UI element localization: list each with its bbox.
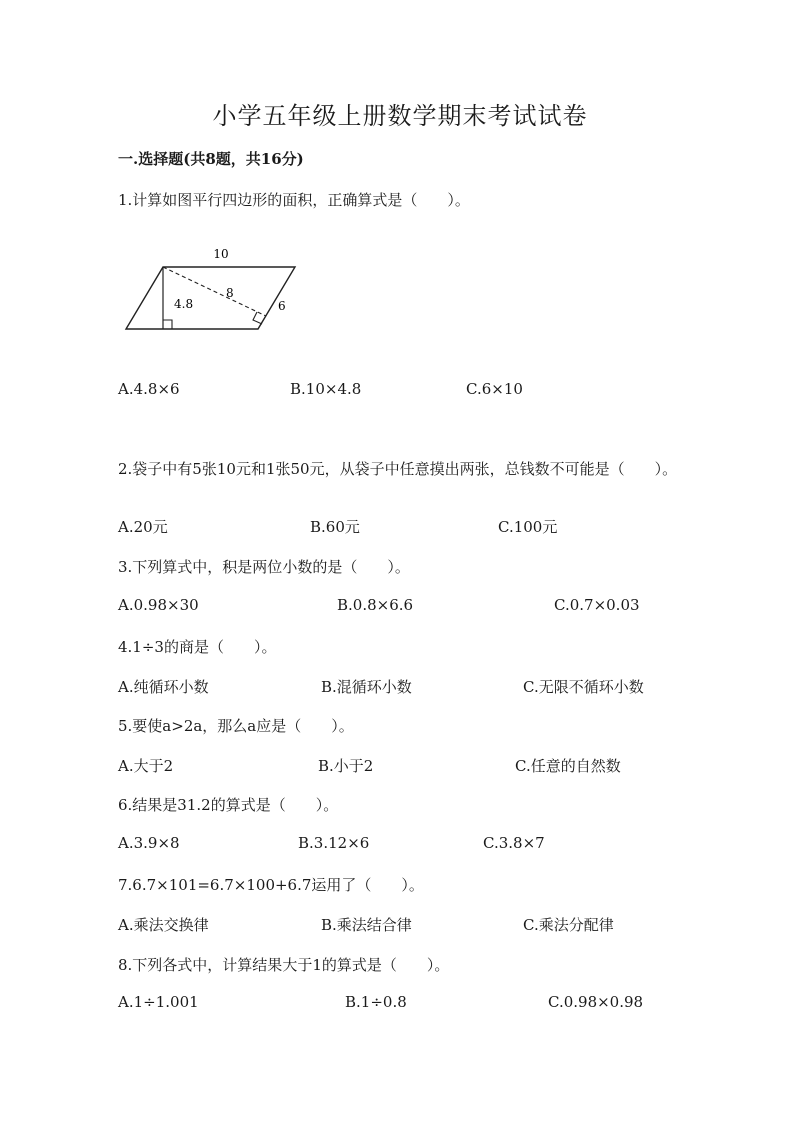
label-top: 10 bbox=[213, 247, 229, 261]
question-5-stem: 5.要使a>2a，那么a应是（ ）。 bbox=[118, 717, 354, 735]
parallelogram-shape bbox=[126, 267, 295, 329]
q5-option-c: C.任意的自然数 bbox=[515, 757, 621, 775]
q8-option-c: C.0.98×0.98 bbox=[548, 993, 644, 1011]
q7-option-b: B.乘法结合律 bbox=[321, 916, 412, 934]
right-angle-mark-bottom bbox=[163, 320, 172, 329]
q1-option-b: B.10×4.8 bbox=[290, 380, 362, 398]
label-height: 4.8 bbox=[174, 297, 194, 311]
q3-option-c: C.0.7×0.03 bbox=[554, 596, 640, 614]
q6-option-a: A.3.9×8 bbox=[118, 834, 180, 852]
q7-option-c: C.乘法分配律 bbox=[523, 916, 614, 934]
section-heading: 一.选择题(共8题，共16分) bbox=[118, 150, 304, 168]
q5-option-a: A.大于2 bbox=[118, 757, 174, 775]
q7-option-a: A.乘法交换律 bbox=[118, 916, 209, 934]
q4-option-b: B.混循环小数 bbox=[321, 678, 412, 696]
q8-option-b: B.1÷0.8 bbox=[345, 993, 407, 1011]
q3-option-a: A.0.98×30 bbox=[118, 596, 199, 614]
question-1-stem: 1.计算如图平行四边形的面积，正确算式是（ ）。 bbox=[118, 191, 470, 209]
q3-option-b: B.0.8×6.6 bbox=[337, 596, 414, 614]
question-2-stem: 2.袋子中有5张10元和1张50元，从袋子中任意摸出两张，总钱数不可能是（ ）。 bbox=[118, 460, 678, 478]
q1-option-a: A.4.8×6 bbox=[118, 380, 180, 398]
question-4-stem: 4.1÷3的商是（ ）。 bbox=[118, 638, 277, 656]
label-side: 6 bbox=[278, 299, 286, 313]
q2-option-a: A.20元 bbox=[118, 518, 168, 536]
page-title: 小学五年级上册数学期末考试试卷 bbox=[212, 102, 588, 130]
q2-option-c: C.100元 bbox=[498, 518, 558, 536]
question-3-stem: 3.下列算式中，积是两位小数的是（ ）。 bbox=[118, 558, 410, 576]
label-diagonal: 8 bbox=[226, 286, 234, 300]
parallelogram-figure bbox=[118, 238, 318, 338]
q2-option-b: B.60元 bbox=[310, 518, 360, 536]
question-7-stem: 7.6.7×101=6.7×100+6.7运用了（ ）。 bbox=[118, 876, 424, 894]
q6-option-c: C.3.8×7 bbox=[483, 834, 545, 852]
q4-option-a: A.纯循环小数 bbox=[118, 678, 209, 696]
question-6-stem: 6.结果是31.2的算式是（ ）。 bbox=[118, 796, 339, 814]
q6-option-b: B.3.12×6 bbox=[298, 834, 370, 852]
q8-option-a: A.1÷1.001 bbox=[118, 993, 199, 1011]
q1-option-c: C.6×10 bbox=[466, 380, 523, 398]
question-8-stem: 8.下列各式中，计算结果大于1的算式是（ ）。 bbox=[118, 956, 450, 974]
q4-option-c: C.无限不循环小数 bbox=[523, 678, 644, 696]
q5-option-b: B.小于2 bbox=[318, 757, 374, 775]
